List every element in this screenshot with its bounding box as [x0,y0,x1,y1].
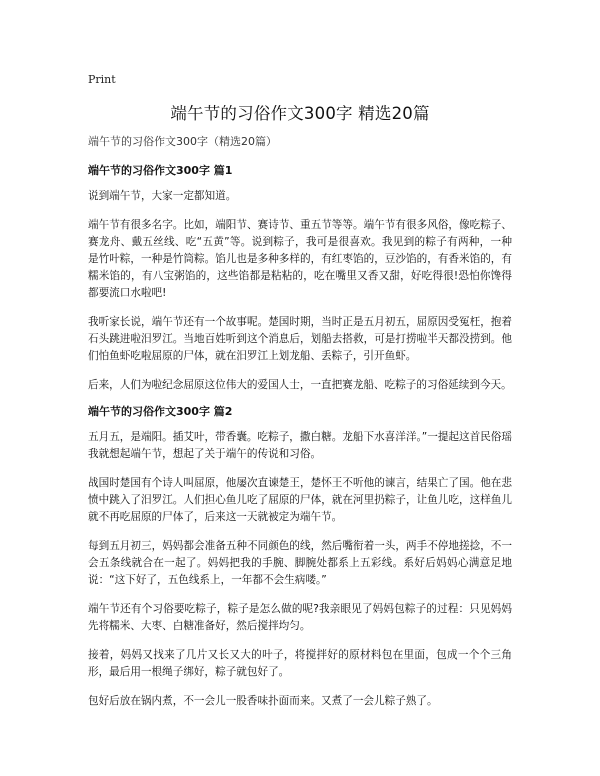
paragraph: 五月五，是端阳。插艾叶，带香囊。吃粽子，撒白糖。龙船下水喜洋洋。”一提起这首民俗瑶我就想起端午节，想起了关于端午的传说和习俗。 [88,431,512,460]
article-body [88,162,512,722]
paragraph: 后来，人们为啦纪念屈原这位伟大的爱国人士，一直把赛龙船、吃粽子的习俗延续到今天。 [88,379,512,391]
paragraph: 端午节还有个习俗要吃粽子，粽子是怎么做的呢?我亲眼见了妈妈包粽子的过程：只见妈妈先将糯米、大枣、白糖准备好，然后搅拌均匀。 [88,603,512,632]
paragraph: 接着，妈妈又找来了几片又长又大的叶子，将搅拌好的原材料包在里面，包成一个个三角形，最后用一根绳子绑好，粽子就包好了。 [88,649,512,678]
paragraph: 我听家长说，端午节还有一个故事呢。楚国时期，当时正是五月初五，屈原因受冤枉，抱着石头跳进啦汨罗江。当地百姓听到这个消息后，划船去搭救，可是打捞啦半天都没捞到。他们怕鱼虾吃啦屈原的尸体，就在汨罗江上划龙船、丢粽子，引开鱼虾。 [88,316,512,362]
paragraph: 包好后放在锅内煮，不一会儿一股香味扑面而来。又煮了一会儿粽子熟了。 [88,695,438,707]
section-heading: 端午节的习俗作文300字 篇2 [88,405,233,418]
paragraph: 端午节有很多名字。比如，端阳节、赛诗节、重五节等等。端午节有很多风俗，像吃粽子、赛龙舟、戴五丝线、吃“五黄”等。说到粽子，我可是很喜欢。我见到的粽子有两种，一种是竹叶粽，一种是竹筒粽。馅儿也是多种多样的，有红枣馅的，豆沙馅的，有香米馅的，有糯米馅的，有八宝粥馅的，这些馅都是粘粘的，吃在嘴里又香又甜，好吃得很!恐怕你馋得都要流口水啦吧! [88,219,512,299]
paragraph: 战国时楚国有个诗人叫屈原，他屡次直谏楚王，楚怀王不听他的谏言，结果亡了国。他在悲愤中跳入了汨罗江。人们担心鱼儿吃了屈原的尸体，就在河里扔粽子，让鱼儿吃，这样鱼儿就不再吃屈原的尸体了，后来这一天就被定为端午节。 [88,477,512,523]
document-subtitle: 端午节的习俗作文300字（精选20篇） [88,135,277,148]
section-heading: 端午节的习俗作文300字 篇1 [88,164,233,177]
paragraph: 说到端午节，大家一定都知道。 [88,190,237,202]
page-title: 端午节的习俗作文300字 精选20篇 [170,104,430,123]
print-link[interactable]: Print [88,73,116,86]
paragraph: 每到五月初三，妈妈都会准备五种不同颜色的线，然后嘴衔着一头，两手不停地搓捻，不一会五条线就合在一起了。妈妈把我的手腕、脚腕处都系上五彩线。系好后妈妈心满意足地说：“这下好了，五色线系上，一年都不会生病喽。” [88,540,512,586]
